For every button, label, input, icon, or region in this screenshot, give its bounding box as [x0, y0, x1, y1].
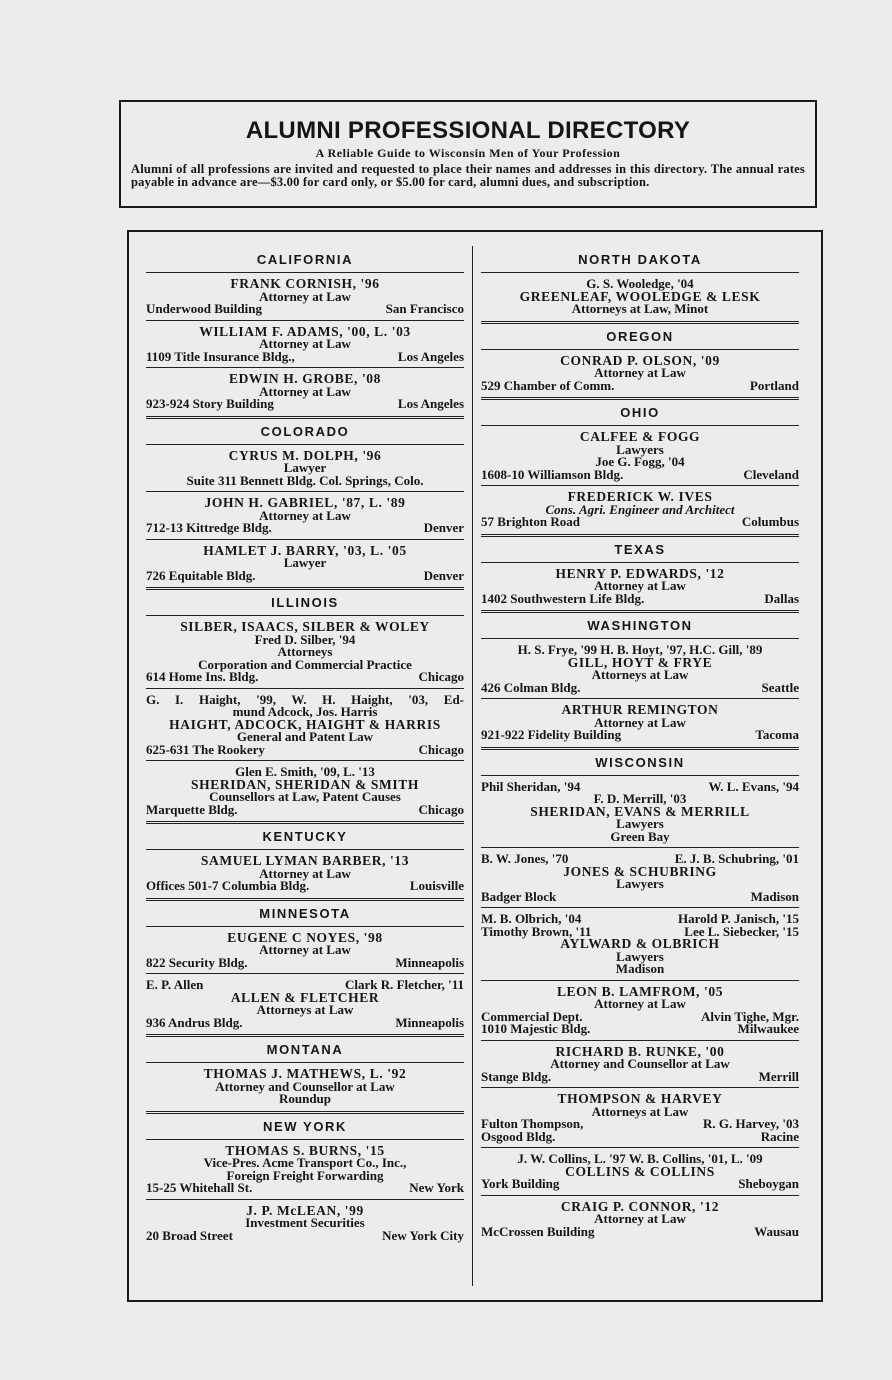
- listing-name: COLLINS & COLLINS: [565, 1163, 715, 1179]
- line-right: Racine: [760, 1128, 799, 1144]
- listing-line: [146, 398, 464, 411]
- listing-line: Madison: [615, 961, 665, 976]
- listing-line: [146, 348, 464, 364]
- listing: [146, 979, 464, 1029]
- heading-rule: [481, 775, 799, 776]
- listing-line: [481, 1068, 799, 1084]
- listing: [146, 323, 464, 364]
- listing-line: [481, 590, 799, 606]
- listing: [481, 778, 799, 844]
- line-right: New York: [409, 1180, 464, 1195]
- line-left: 1608-10 Williamson Bldg.: [481, 466, 624, 482]
- line-left: Timothy Brown, '11: [481, 923, 592, 939]
- listing: [146, 542, 464, 583]
- state-heading: WISCONSIN: [595, 754, 685, 770]
- state-section: [481, 534, 799, 606]
- line-left: 57 Brighton Road: [481, 514, 580, 529]
- listing-line: [146, 741, 464, 757]
- state-heading: OHIO: [620, 405, 660, 420]
- listing-name: FRANK CORNISH, '96: [230, 276, 380, 291]
- line-left: 921-922 Fidelity Building: [481, 727, 622, 742]
- section-double-rule: [146, 587, 464, 591]
- right-column: [481, 250, 799, 1242]
- listing-line: Counsellors at Law, Patent Causes: [209, 789, 401, 804]
- listing-line: Glen E. Smith, '09, L. '13: [235, 764, 375, 779]
- line-right: Harold P. Janisch, '15: [678, 911, 799, 926]
- listing-rule: [146, 973, 464, 974]
- listing-name: JONES & SCHUBRING: [563, 863, 717, 879]
- listing-line: Attorney at Law: [259, 336, 351, 351]
- heading-rule: [481, 562, 799, 563]
- heading-rule: [146, 926, 464, 927]
- state-heading: MINNESOTA: [259, 905, 351, 921]
- line-left: 625-631 The Rookery: [146, 741, 265, 757]
- listing-name: THOMAS S. BURNS, '15: [225, 1142, 385, 1158]
- heading-rule: [481, 638, 799, 639]
- line-left: Badger Block: [481, 888, 557, 904]
- listing-rule: [146, 688, 464, 689]
- listing-line: [146, 1014, 464, 1030]
- listing: [481, 913, 799, 976]
- listing: [146, 691, 464, 757]
- line-right: Chicago: [418, 741, 464, 757]
- line-right: Dallas: [764, 590, 799, 606]
- listing: [481, 1043, 799, 1084]
- listing-line: [146, 1182, 464, 1195]
- listing-rule: [481, 980, 799, 981]
- listing: [481, 278, 799, 316]
- listing-line: [146, 954, 464, 970]
- listing-name: JOHN H. GABRIEL, '87, L. '89: [204, 495, 406, 510]
- line-right: Chicago: [418, 801, 464, 817]
- listing-line: Corporation and Commercial Practice: [198, 656, 412, 672]
- listing-name: CYRUS M. DOLPH, '96: [228, 447, 382, 463]
- state-section: [146, 252, 464, 411]
- listing-name: CALFEE & FOGG: [579, 429, 701, 444]
- state-heading: CALIFORNIA: [256, 252, 354, 267]
- line-right: W. L. Evans, '94: [708, 778, 799, 794]
- line-left: 1109 Title Insurance Bldg.,: [146, 348, 295, 364]
- listing-line: [481, 679, 799, 695]
- line-right: Milwaukee: [737, 1021, 799, 1036]
- state-section: [146, 1034, 464, 1106]
- state-heading: OREGON: [606, 328, 674, 344]
- listing-line: Lawyers: [616, 948, 664, 964]
- listing-name: ARTHUR REMINGTON: [561, 702, 719, 717]
- line-left: McCrossen Building: [481, 1223, 595, 1239]
- line-left: 1010 Majestic Bldg.: [481, 1021, 591, 1036]
- listing-line: [146, 880, 464, 893]
- line-right: Lee L. Siebecker, '15: [684, 923, 799, 939]
- listing-line: [481, 516, 799, 529]
- listing-line: [481, 1023, 799, 1036]
- line-left: 923-924 Story Building: [146, 396, 274, 411]
- section-double-rule: [481, 610, 799, 614]
- state-section: [481, 747, 799, 1239]
- listing: [481, 983, 799, 1036]
- line-left: 529 Chamber of Comm.: [481, 377, 615, 393]
- section-double-rule: [146, 821, 464, 825]
- listing: [481, 1198, 799, 1239]
- line-right: Clark R. Fletcher, '11: [344, 977, 464, 992]
- line-right: Minneapolis: [395, 1014, 464, 1030]
- listing-line: [481, 1128, 799, 1144]
- line-left: 712-13 Kittredge Bldg.: [146, 520, 272, 535]
- state-section: [481, 610, 799, 742]
- listing-rule: [146, 1199, 464, 1200]
- directory-listings: [127, 230, 823, 1302]
- listing: [146, 1068, 464, 1106]
- listing-rule: [481, 1195, 799, 1196]
- line-right: E. J. B. Schubring, '01: [674, 851, 799, 866]
- listing-line: Attorneys at Law: [256, 1002, 354, 1017]
- line-left: 15-25 Whitehall St.: [146, 1180, 253, 1195]
- listing-line: Lawyers: [616, 816, 664, 831]
- listing-line: Attorney at Law: [594, 714, 686, 730]
- state-section: [146, 898, 464, 1030]
- listing: [146, 1202, 464, 1243]
- line-left: York Building: [481, 1176, 560, 1191]
- listing-rule: [481, 907, 799, 908]
- listing-name: GREENLEAF, WOOLEDGE & LESK: [519, 288, 761, 304]
- listing-rule: [146, 367, 464, 368]
- listing-line: Attorney at Law: [594, 996, 686, 1011]
- listing-name: EDWIN H. GROBE, '08: [228, 371, 382, 386]
- line-left: 726 Equitable Bldg.: [146, 567, 256, 583]
- listing: [481, 491, 799, 529]
- line-right: Los Angeles: [397, 348, 464, 364]
- section-double-rule: [481, 321, 799, 325]
- line-right: Wausau: [754, 1223, 799, 1239]
- line-right: Madison: [750, 888, 799, 904]
- listing-line: Suite 311 Bennett Bldg. Col. Springs, Colo.: [186, 472, 424, 488]
- listing-name: SHERIDAN, EVANS & MERRILL: [530, 803, 750, 819]
- listing-line: [146, 671, 464, 684]
- listing-rule: [146, 491, 464, 492]
- line-left: Phil Sheridan, '94: [481, 778, 581, 794]
- heading-rule: [146, 615, 464, 616]
- line-left: Osgood Bldg.: [481, 1128, 556, 1144]
- listing-line: Attorneys at Law: [591, 667, 689, 682]
- listing-line: [481, 1178, 799, 1191]
- line-right: Merrill: [758, 1068, 799, 1084]
- listing-name: HAMLET J. BARRY, '03, L. '05: [203, 542, 407, 558]
- listing-rule: [481, 1087, 799, 1088]
- listing-name: WILLIAM F. ADAMS, '00, L. '03: [199, 323, 411, 339]
- line-right: Los Angeles: [397, 396, 464, 411]
- listing-rule: [481, 698, 799, 699]
- listing-name: LEON B. LAMFROM, '05: [556, 983, 724, 999]
- listing: [146, 278, 464, 316]
- listing-name: SILBER, ISAACS, SILBER & WOLEY: [180, 619, 430, 634]
- page-title: ALUMNI PROFESSIONAL DIRECTORY: [245, 117, 691, 144]
- listing-line: Attorney at Law: [259, 288, 351, 304]
- listing-rule: [481, 1040, 799, 1041]
- line-left: 1402 Southwestern Life Bldg.: [481, 590, 645, 606]
- section-double-rule: [146, 1111, 464, 1115]
- line-left: Commercial Dept.: [481, 1008, 583, 1024]
- heading-rule: [481, 349, 799, 350]
- line-right: Denver: [423, 520, 464, 535]
- listing-line: Green Bay: [610, 828, 670, 844]
- listing-name: CRAIG P. CONNOR, '12: [560, 1198, 720, 1214]
- directory-notice: Alumni of all professions are invited and requested to place their names and addresses in this directory. The annual rates payable in advance are—$3.00 for card only, or $5.00 for card, alumni dues, and subscription.: [131, 162, 805, 189]
- line-right: Denver: [423, 567, 464, 583]
- listing-rule: [146, 320, 464, 321]
- listing-line: Attorney at Law: [594, 578, 686, 593]
- listing-line: G. I. Haight, '99, W. H. Haight, '03, Ed-: [146, 691, 464, 707]
- listing: [146, 855, 464, 893]
- listing: [146, 766, 464, 816]
- heading-rule: [146, 849, 464, 850]
- listing-line: Attorneys: [277, 644, 333, 659]
- listing-rule: [481, 485, 799, 486]
- line-left: Stange Bldg.: [481, 1068, 552, 1084]
- state-section: [146, 416, 464, 583]
- listing-line: Cons. Agri. Engineer and Architect: [545, 501, 735, 517]
- line-right: San Francisco: [385, 301, 464, 316]
- listing-name: HAIGHT, ADCOCK, HAIGHT & HARRIS: [169, 716, 441, 732]
- line-right: Seattle: [761, 679, 799, 695]
- listing-rule: [481, 847, 799, 848]
- state-heading: NORTH DAKOTA: [578, 252, 702, 267]
- state-heading: WASHINGTON: [587, 618, 693, 633]
- page-subtitle: A Reliable Guide to Wisconsin Men of Your Profession: [315, 146, 621, 160]
- listing-line: Vice-Pres. Acme Transport Co., Inc.,: [203, 1155, 407, 1170]
- listing: [146, 1142, 464, 1195]
- listing-line: Lawyers: [616, 441, 664, 457]
- listing-line: Roundup: [278, 1091, 332, 1106]
- listing-line: Joe G. Fogg, '04: [595, 454, 685, 469]
- listing-name: J. P. McLEAN, '99: [246, 1202, 364, 1218]
- column-divider: [472, 246, 473, 1286]
- section-double-rule: [481, 397, 799, 401]
- listing: [481, 431, 799, 481]
- listing-line: H. S. Frye, '99 H. B. Hoyt, '97, H.C. Gill, '89: [517, 642, 763, 657]
- listing-name: ALLEN & FLETCHER: [230, 989, 380, 1005]
- line-right: Chicago: [418, 669, 464, 684]
- listing-rule: [481, 1147, 799, 1148]
- listing-line: [481, 1223, 799, 1239]
- line-right: R. G. Harvey, '03: [702, 1116, 799, 1131]
- listing-name: RICHARD B. RUNKE, '00: [555, 1043, 725, 1059]
- heading-rule: [146, 444, 464, 445]
- listing-name: HENRY P. EDWARDS, '12: [555, 565, 725, 581]
- listing-line: Attorney at Law: [259, 507, 351, 523]
- listing-line: [481, 729, 799, 742]
- listing-name: SAMUEL LYMAN BARBER, '13: [200, 853, 410, 868]
- listing: [146, 447, 464, 488]
- heading-rule: [146, 1139, 464, 1140]
- listing-line: F. D. Merrill, '03: [593, 791, 687, 806]
- state-heading: MONTANA: [266, 1042, 344, 1057]
- listing-name: EUGENE C NOYES, '98: [227, 929, 383, 945]
- line-left: Underwood Building: [146, 301, 262, 316]
- state-heading: NEW YORK: [262, 1118, 348, 1134]
- listing-name: SHERIDAN, SHERIDAN & SMITH: [191, 776, 419, 792]
- line-right: Tacoma: [755, 727, 799, 742]
- state-section: [146, 587, 464, 816]
- listing-line: [481, 888, 799, 904]
- listing-line: Fred D. Silber, '94: [254, 631, 356, 647]
- state-section: [146, 821, 464, 893]
- heading-rule: [146, 272, 464, 273]
- listing-name: THOMPSON & HARVEY: [557, 1091, 723, 1106]
- listing-line: Lawyer: [283, 555, 327, 570]
- state-heading: ILLINOIS: [271, 595, 339, 610]
- heading-rule: [481, 272, 799, 273]
- listing: [481, 352, 799, 393]
- state-section: [481, 397, 799, 529]
- listing-line: [481, 466, 799, 482]
- state-section: [481, 321, 799, 393]
- heading-rule: [146, 1062, 464, 1063]
- listing-line: [146, 801, 464, 817]
- line-left: 936 Andrus Bldg.: [146, 1014, 243, 1030]
- heading-rule: [481, 425, 799, 426]
- line-left: Fulton Thompson,: [481, 1116, 584, 1131]
- listing-line: Attorney at Law: [594, 365, 686, 380]
- listing-line: Attorney at Law: [259, 383, 351, 399]
- line-right: Minneapolis: [395, 954, 464, 970]
- listing-line: G. S. Wooledge, '04: [586, 276, 694, 291]
- listing-line: Lawyer: [283, 460, 327, 475]
- line-left: M. B. Olbrich, '04: [481, 911, 582, 926]
- listing: [146, 621, 464, 684]
- listing-line: Lawyers: [616, 876, 664, 891]
- line-right: Sheboygan: [738, 1176, 799, 1191]
- listing-name: FREDERICK W. IVES: [567, 489, 713, 504]
- listing: [146, 929, 464, 970]
- listing-line: Foreign Freight Forwarding: [226, 1167, 384, 1183]
- listing: [481, 1153, 799, 1191]
- section-double-rule: [146, 416, 464, 420]
- listing-line: mund Adcock, Jos. Harris: [232, 704, 378, 719]
- listing: [481, 853, 799, 903]
- line-left: E. P. Allen: [146, 977, 204, 992]
- listing-line: Attorney at Law: [594, 1211, 686, 1226]
- listing-line: Attorneys at Law: [591, 1103, 689, 1119]
- line-right: Cleveland: [743, 466, 799, 482]
- line-right: Alvin Tighe, Mgr.: [700, 1008, 799, 1024]
- listing-name: AYLWARD & OLBRICH: [560, 936, 720, 951]
- listing-line: Attorneys at Law, Minot: [571, 301, 709, 316]
- line-left: B. W. Jones, '70: [481, 851, 569, 866]
- directory-header: [119, 100, 817, 208]
- listing-name: CONRAD P. OLSON, '09: [560, 352, 720, 368]
- state-heading: COLORADO: [260, 423, 350, 439]
- line-left: 20 Broad Street: [146, 1227, 233, 1243]
- listing: [146, 373, 464, 411]
- listing-line: J. W. Collins, L. '97 W. B. Collins, '01, L. '09: [517, 1151, 763, 1166]
- listing: [146, 497, 464, 535]
- listing-name: THOMAS J. MATHEWS, L. '92: [203, 1066, 407, 1081]
- section-double-rule: [146, 898, 464, 902]
- line-left: Offices 501-7 Columbia Bldg.: [146, 878, 310, 893]
- listing-line: Attorney and Counsellor at Law: [215, 1078, 395, 1094]
- listing-line: [146, 1227, 464, 1243]
- listing-line: Investment Securities: [245, 1215, 365, 1230]
- line-left: 822 Security Bldg.: [146, 954, 248, 970]
- left-column: [146, 250, 464, 1246]
- line-right: Portland: [749, 377, 799, 393]
- listing-line: [146, 522, 464, 535]
- listing: [481, 565, 799, 606]
- listing-line: Attorney at Law: [259, 942, 351, 957]
- listing-line: [481, 377, 799, 393]
- state-heading: TEXAS: [614, 541, 666, 557]
- line-left: Marquette Bldg.: [146, 801, 238, 817]
- state-heading: KENTUCKY: [262, 829, 348, 844]
- listing-line: [146, 567, 464, 583]
- listing-name: GILL, HOYT & FRYE: [567, 654, 713, 670]
- listing-line: [146, 303, 464, 316]
- listing-line: Attorney and Counsellor at Law: [550, 1056, 730, 1071]
- state-section: [481, 252, 799, 316]
- section-double-rule: [146, 1034, 464, 1038]
- line-right: Louisville: [409, 878, 464, 893]
- listing-rule: [146, 760, 464, 761]
- line-right: New York City: [382, 1227, 464, 1243]
- listing: [481, 704, 799, 742]
- listing: [481, 644, 799, 694]
- line-right: Columbus: [741, 514, 799, 529]
- listing: [481, 1093, 799, 1143]
- section-double-rule: [481, 534, 799, 538]
- listing-line: General and Patent Law: [236, 729, 374, 744]
- listing-rule: [146, 539, 464, 540]
- line-left: 614 Home Ins. Bldg.: [146, 669, 259, 684]
- listing-line: Attorney at Law: [259, 865, 351, 881]
- line-left: 426 Colman Bldg.: [481, 679, 581, 695]
- section-double-rule: [481, 747, 799, 751]
- state-section: [146, 1111, 464, 1243]
